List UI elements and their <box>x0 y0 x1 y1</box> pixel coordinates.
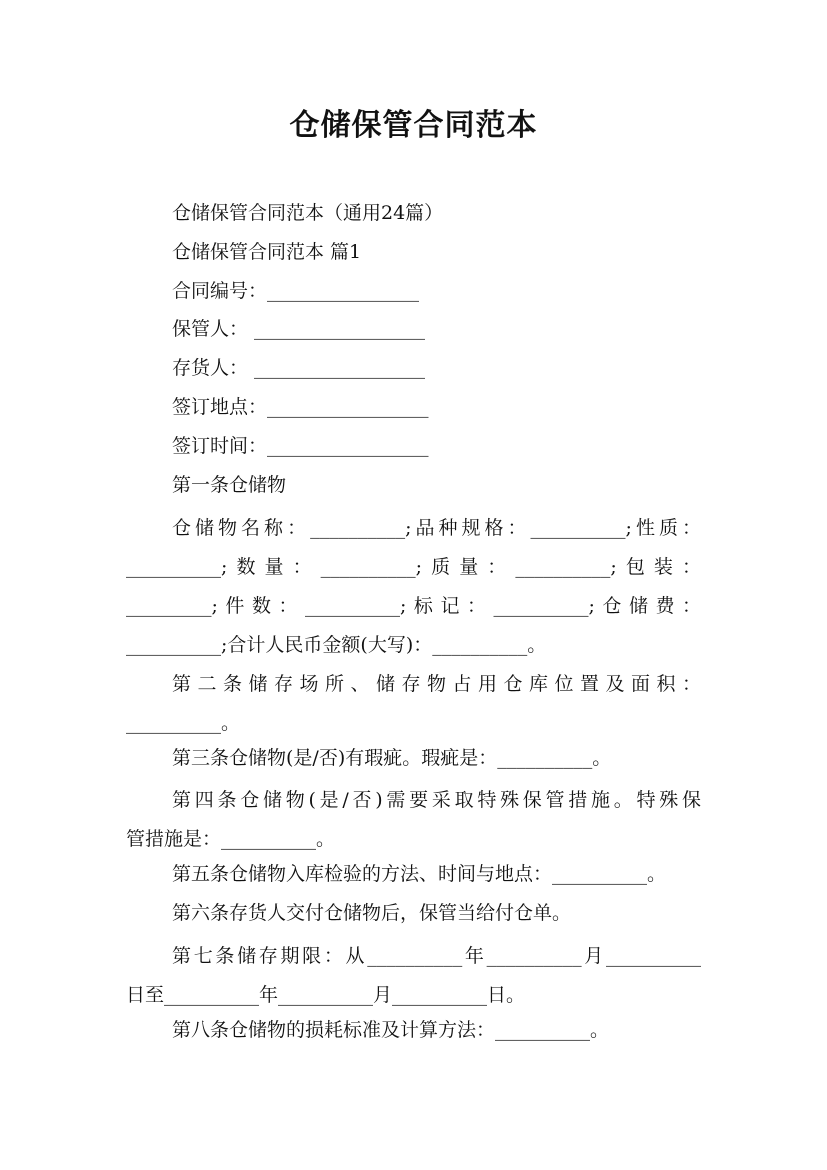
article-5: 第五条仓储物入库检验的方法、时间与地点：__________。 <box>172 863 667 885</box>
article-7 <box>126 937 701 1015</box>
document-title: 仓储保管合同范本 <box>289 108 538 143</box>
article-4-line: 管措施是：__________。 <box>126 828 336 850</box>
article-2 <box>126 665 701 743</box>
article-7-line: 第七条储存期限：从__________年__________月__________ <box>172 945 701 967</box>
article-1-line: 仓储物名称：__________;品种规格：__________;性质： <box>172 517 701 539</box>
sign-time-field: 签订时间：_________________ <box>172 435 429 457</box>
article-8: 第八条仓储物的损耗标准及计算方法：__________。 <box>172 1019 610 1041</box>
document-subtitle: 仓储保管合同范本（通用24篇） <box>172 202 444 224</box>
article-1-body <box>126 509 701 665</box>
sign-place-field: 签订地点：_________________ <box>172 396 429 418</box>
article-2-line: __________。 <box>126 712 241 734</box>
keeper-field: 保管人： __________________ <box>172 318 426 340</box>
article-2-line: 第二条储存场所、储存物占用仓库位置及面积： <box>172 673 701 695</box>
article-7-line: 日至__________年__________月__________日。 <box>126 984 526 1006</box>
article-1-line: _________;件数：__________;标记：__________;仓储费： <box>126 595 701 617</box>
article-1-line: __________;合计人民币金额(大写)：__________。 <box>126 634 547 656</box>
depositor-field: 存货人： __________________ <box>172 357 426 379</box>
section-heading: 仓储保管合同范本 篇1 <box>172 241 362 263</box>
article-6: 第六条存货人交付仓储物后，保管当给付仓单。 <box>172 902 572 924</box>
contract-number-field: 合同编号：________________ <box>172 280 420 302</box>
article-4-line: 第四条仓储物(是/否)需要采取特殊保管措施。特殊保 <box>172 789 701 811</box>
article-1-line: __________;数量：__________;质量：__________;包装： <box>126 556 701 578</box>
article-1-heading: 第一条仓储物 <box>172 474 287 496</box>
article-4 <box>126 781 701 859</box>
article-3: 第三条仓储物(是/否)有瑕疵。瑕疵是：__________。 <box>172 747 612 769</box>
